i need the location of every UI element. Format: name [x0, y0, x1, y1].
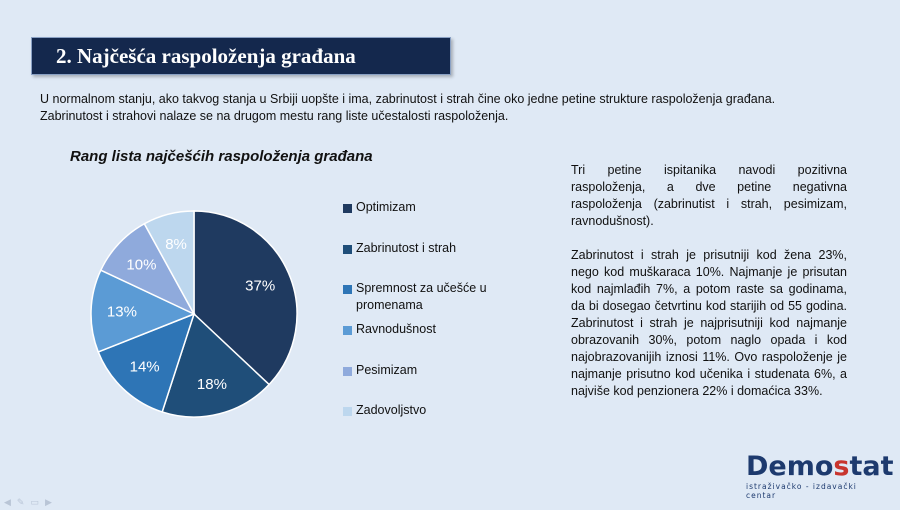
side-paragraph-2: Zabrinutost i strah je prisutniji kod žena 23%, nego kod muškaraca 10%. Najmanje je prisutan kod najmlađih 7%, a potom raste sa godinama, da bi dosegao četvrtinu kod starijih od 55 godina. Zabrinutost i strah je najprisutniji kod najmanje obrazovanih 30%, potom naglo opada i kod najobrazovanijih iznosi 11%. Ovo raspoloženje je najmanje prisutno kod učenika i studenata 6%, a najviše kod penzionera 22% i domaćica 33%.	[571, 248, 847, 398]
chart-title: Rang lista najčešćih raspoloženja građana	[70, 148, 373, 165]
legend-label-3: Spremnost za učešće u promenama	[356, 281, 487, 312]
next-slide-icon[interactable]: ▶	[44, 497, 52, 507]
legend-label-2: Zabrinutost i strah	[356, 241, 457, 255]
legend-label-6: Zadovoljstvo	[356, 403, 427, 417]
legend-swatch-6	[343, 407, 352, 416]
pen-icon[interactable]: ✎	[16, 497, 25, 507]
legend-swatch-3	[343, 285, 352, 294]
legend-swatch-2	[343, 245, 352, 254]
menu-icon[interactable]: ▭	[30, 497, 39, 507]
pie-data-label-3: 14%	[129, 358, 160, 376]
logo-wordmark	[746, 451, 894, 482]
slide-nav-controls	[4, 492, 64, 507]
legend-label-4: Ravnodušnost	[356, 322, 436, 336]
legend-swatch-1	[343, 204, 352, 213]
prev-slide-icon[interactable]: ◀	[4, 497, 11, 507]
logo-name-part2: s	[833, 451, 850, 482]
legend-swatch-4	[343, 326, 352, 335]
legend-label-1: Optimizam	[356, 200, 416, 214]
legend-swatch-5	[343, 367, 352, 376]
pie-data-label-2: 18%	[196, 375, 227, 393]
intro-text: U normalnom stanju, ako takvog stanja u Srbiji uopšte i ima, zabrinutost i strah čine oko jedne petine strukture raspoloženja građana. Zabrinutost i strahovi nalaze se na drugom mestu rang liste učestalosti raspoloženja.	[40, 92, 776, 123]
side-paragraph-1: Tri petine ispitanika navodi pozitivna raspoloženja, a dve petine negativna raspoloženja (zabrinutist i strah, pesimizam, ravnodušnost).	[571, 163, 847, 228]
pie-data-label-1: 37%	[245, 277, 276, 295]
pie-data-label-6: 8%	[165, 236, 187, 254]
logo-name-part1: Demo	[746, 451, 834, 482]
pie-data-label-5: 10%	[126, 256, 157, 274]
demostat-logo	[746, 451, 894, 500]
slide-title: 2. Najčešća raspoloženja građana	[56, 44, 356, 68]
legend-label-5: Pesimizam	[356, 363, 418, 377]
logo-subtitle: istraživačko - izdavački centar	[746, 482, 857, 500]
pie-data-label-4: 13%	[106, 303, 137, 321]
side-commentary	[571, 162, 847, 417]
logo-name-part3: tat	[849, 451, 894, 482]
